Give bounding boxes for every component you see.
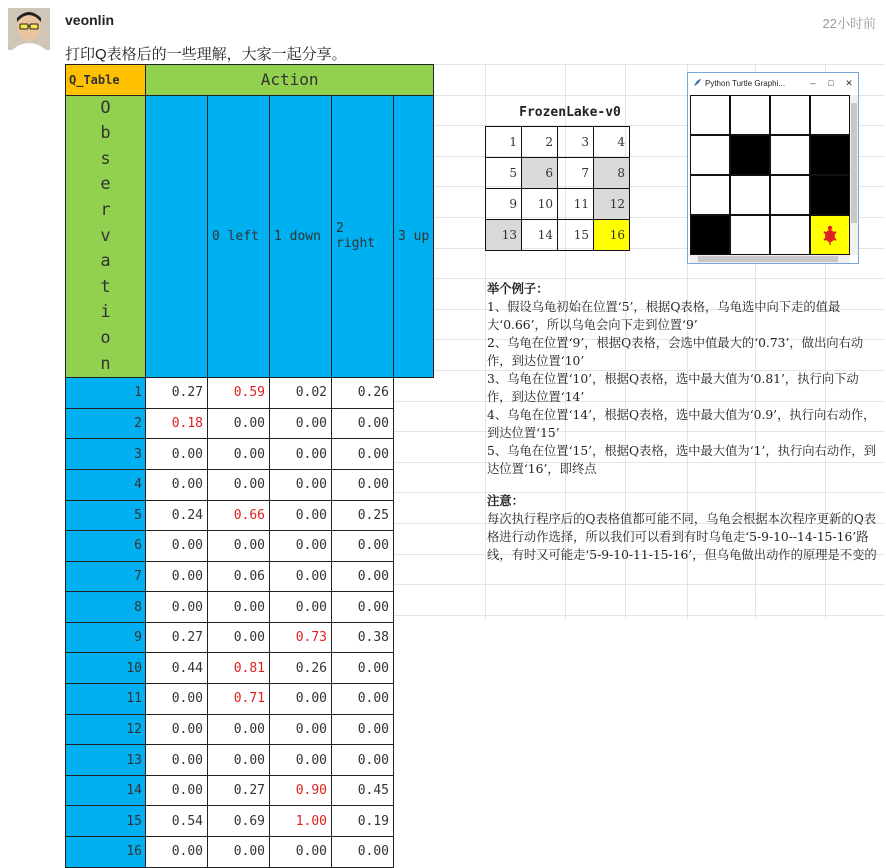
- col-header-up: 3 up: [394, 95, 434, 378]
- state-index: 1: [66, 378, 146, 409]
- q-value-cell: 0.27: [146, 622, 208, 653]
- q-value-cell: 0.00: [208, 408, 270, 439]
- minimize-button[interactable]: –: [810, 78, 816, 88]
- turtle-grid-cell: [810, 215, 850, 255]
- q-value-cell: 0.00: [208, 837, 270, 868]
- q-value-cell: 0.00: [332, 408, 394, 439]
- board-cell-frozen: 5: [486, 158, 522, 189]
- example-step: 3、乌龟在位置‘10’，根据Q表格，选中最大值为‘0.81’，执行向下动作，到达位置‘14’: [487, 372, 859, 404]
- q-table-row: [66, 806, 434, 837]
- state-index: 7: [66, 561, 146, 592]
- board-cell-frozen: 4: [594, 127, 630, 158]
- turtle-icon: [811, 216, 849, 254]
- q-table-row: [66, 714, 434, 745]
- turtle-grid-cell: [690, 95, 730, 135]
- q-value-cell: 0.00: [332, 684, 394, 715]
- q-value-cell: 0.00: [270, 745, 332, 776]
- turtle-grid-cell: [690, 215, 730, 255]
- turtle-grid-cell: [730, 175, 770, 215]
- board-row: [486, 220, 630, 251]
- board-row: [486, 158, 630, 189]
- state-index: 15: [66, 806, 146, 837]
- q-value-cell: 0.02: [270, 378, 332, 409]
- board-cell-frozen: 14: [522, 220, 558, 251]
- observation-letter: i: [100, 302, 111, 323]
- example-list: [487, 298, 879, 478]
- turtle-grid-cell: [690, 135, 730, 175]
- board-cell-hole: 8: [594, 158, 630, 189]
- q-value-cell: 0.00: [208, 469, 270, 500]
- board-cell-hole: 13: [486, 220, 522, 251]
- q-table-row: [66, 837, 434, 868]
- q-value-cell: 0.26: [332, 378, 394, 409]
- observation-letter: b: [100, 123, 111, 144]
- observation-letter: v: [100, 225, 111, 246]
- q-value-cell: 0.00: [146, 684, 208, 715]
- state-index: 9: [66, 622, 146, 653]
- board-cell-hole: 12: [594, 189, 630, 220]
- board-row: [486, 189, 630, 220]
- example-heading: 举个例子：: [487, 281, 549, 296]
- observation-letter: o: [100, 327, 111, 348]
- board-cell-frozen: 1: [486, 127, 522, 158]
- frozenlake-board: [485, 126, 630, 251]
- board-cell-frozen: 3: [558, 127, 594, 158]
- q-value-cell: 0.00: [270, 684, 332, 715]
- board-cell-frozen: 11: [558, 189, 594, 220]
- turtle-grid-cell: [770, 215, 810, 255]
- q-value-cell: 0.00: [146, 531, 208, 562]
- q-value-cell: 0.00: [332, 653, 394, 684]
- q-value-cell: 0.66: [208, 500, 270, 531]
- q-table: [65, 64, 434, 868]
- close-button[interactable]: ✕: [845, 77, 853, 88]
- board-cell-frozen: 9: [486, 189, 522, 220]
- turtle-grid-cell: [770, 95, 810, 135]
- turtle-window[interactable]: [687, 72, 859, 264]
- username[interactable]: veonlin: [65, 12, 115, 28]
- observation-letter: O: [100, 97, 111, 118]
- q-table-label: Q_Table: [66, 65, 146, 96]
- observation-letter: t: [100, 276, 111, 297]
- q-value-cell: 0.00: [332, 561, 394, 592]
- q-table-row: [66, 775, 434, 806]
- q-value-cell: 0.00: [208, 714, 270, 745]
- state-index: 11: [66, 684, 146, 715]
- q-value-cell: 0.00: [332, 714, 394, 745]
- state-index: 16: [66, 837, 146, 868]
- q-value-cell: 0.25: [332, 500, 394, 531]
- spreadsheet-image: [65, 64, 885, 860]
- index-corner: [146, 95, 208, 378]
- observation-letters: [70, 96, 141, 378]
- q-value-cell: 0.27: [208, 775, 270, 806]
- q-value-cell: 0.00: [208, 622, 270, 653]
- state-index: 12: [66, 714, 146, 745]
- note-text: 每次执行程序后的Q表格值都可能不同，乌龟会根据本次程序更新的Q表格进行动作选择，所以我们可以看到有时乌龟走‘5-9-10--14-15-16’路线，有时又可能走‘5-9-10-11-15-16’，但乌龟做出动作的原理是不变的: [487, 512, 877, 562]
- q-value-cell: 0.00: [208, 531, 270, 562]
- note-heading: 注意：: [487, 493, 524, 508]
- horizontal-scroll-thumb[interactable]: [698, 256, 838, 262]
- turtle-grid-cell: [810, 135, 850, 175]
- observation-letter: e: [100, 174, 111, 195]
- state-index: 8: [66, 592, 146, 623]
- q-value-cell: 0.38: [332, 622, 394, 653]
- frozenlake-title: FrozenLake-v0: [519, 105, 621, 120]
- turtle-grid-cell: [810, 175, 850, 215]
- state-index: 5: [66, 500, 146, 531]
- q-value-cell: 0.00: [332, 592, 394, 623]
- turtle-canvas: [690, 95, 850, 255]
- state-index: 10: [66, 653, 146, 684]
- q-value-cell: 0.24: [146, 500, 208, 531]
- observation-letter: a: [100, 251, 111, 272]
- avatar-image: [8, 8, 50, 50]
- observation-header: [66, 95, 146, 378]
- q-value-cell: 0.00: [332, 469, 394, 500]
- example-step: 2、乌龟在位置‘9’，根据Q表格，会选中值最大的‘0.73’，做出向右动作，到达位置‘10’: [487, 336, 864, 368]
- q-value-cell: 0.00: [146, 439, 208, 470]
- q-value-cell: 0.18: [146, 408, 208, 439]
- q-value-cell: 1.00: [270, 806, 332, 837]
- turtle-grid-cell: [730, 135, 770, 175]
- timestamp: 22小时前: [822, 16, 876, 31]
- turtle-grid-cell: [810, 95, 850, 135]
- board-cell-frozen: 7: [558, 158, 594, 189]
- q-table-row: [66, 653, 434, 684]
- q-value-cell: 0.00: [270, 439, 332, 470]
- q-value-cell: 0.81: [208, 653, 270, 684]
- col-header-right: 2 right: [332, 95, 394, 378]
- q-value-cell: 0.54: [146, 806, 208, 837]
- state-index: 6: [66, 531, 146, 562]
- vertical-scrollbar[interactable]: [850, 95, 858, 255]
- board-cell-hole: 6: [522, 158, 558, 189]
- q-value-cell: 0.00: [270, 531, 332, 562]
- avatar[interactable]: [8, 8, 50, 50]
- q-value-cell: 0.27: [146, 378, 208, 409]
- q-value-cell: 0.00: [146, 561, 208, 592]
- q-value-cell: 0.00: [270, 561, 332, 592]
- board-cell-frozen: 10: [522, 189, 558, 220]
- state-index: 4: [66, 469, 146, 500]
- q-value-cell: 0.00: [332, 439, 394, 470]
- q-table-row: [66, 378, 434, 409]
- python-feather-icon: [692, 78, 702, 88]
- q-value-cell: 0.00: [332, 531, 394, 562]
- q-value-cell: 0.06: [208, 561, 270, 592]
- q-value-cell: 0.00: [146, 745, 208, 776]
- q-value-cell: 0.00: [270, 592, 332, 623]
- explanation-notes: [487, 280, 879, 564]
- q-value-cell: 0.00: [270, 500, 332, 531]
- action-header: Action: [146, 65, 434, 96]
- board-cell-goal: 16: [594, 220, 630, 251]
- q-table-row: [66, 531, 434, 562]
- q-table-row: [66, 469, 434, 500]
- q-value-cell: 0.19: [332, 806, 394, 837]
- horizontal-scrollbar[interactable]: [690, 255, 850, 263]
- post-text: 打印Q表格后的一些理解，大家一起分享。: [65, 46, 347, 63]
- q-value-cell: 0.00: [270, 714, 332, 745]
- q-value-cell: 0.00: [270, 469, 332, 500]
- q-value-cell: 0.00: [332, 837, 394, 868]
- example-step: 5、乌龟在位置‘15’，根据Q表格，选中最大值为‘1’，执行向右动作，到达位置‘16’，即终点: [487, 444, 877, 476]
- q-value-cell: 0.00: [146, 775, 208, 806]
- board-row: [486, 127, 630, 158]
- state-index: 2: [66, 408, 146, 439]
- observation-letter: n: [100, 353, 111, 374]
- q-value-cell: 0.00: [208, 592, 270, 623]
- q-value-cell: 0.73: [270, 622, 332, 653]
- q-table-row: [66, 439, 434, 470]
- turtle-grid-cell: [730, 95, 770, 135]
- q-table-row: [66, 622, 434, 653]
- q-table-row: [66, 745, 434, 776]
- q-table-row: [66, 561, 434, 592]
- turtle-grid-cell: [730, 215, 770, 255]
- observation-letter: s: [100, 148, 111, 169]
- q-value-cell: 0.00: [270, 408, 332, 439]
- maximize-button[interactable]: □: [828, 78, 834, 88]
- col-header-left: 0 left: [208, 95, 270, 378]
- state-index: 3: [66, 439, 146, 470]
- turtle-grid-cell: [770, 175, 810, 215]
- example-step: 1、假设乌龟初始在位置‘5’，根据Q表格，乌龟选中向下走的值最大‘0.66’，所以乌龟会向下走到位置‘9’: [487, 300, 841, 332]
- q-value-cell: 0.71: [208, 684, 270, 715]
- turtle-window-title: Python Turtle Graphi...: [705, 78, 786, 88]
- example-step: 4、乌龟在位置‘14’，根据Q表格，选中最大值为‘0.9’，执行向右动作，到达位置‘15’: [487, 408, 876, 440]
- board-cell-frozen: 2: [522, 127, 558, 158]
- q-table-row: [66, 592, 434, 623]
- state-index: 13: [66, 745, 146, 776]
- col-header-down: 1 down: [270, 95, 332, 378]
- q-value-cell: 0.90: [270, 775, 332, 806]
- state-index: 14: [66, 775, 146, 806]
- q-value-cell: 0.00: [208, 745, 270, 776]
- q-value-cell: 0.26: [270, 653, 332, 684]
- q-table-row: [66, 500, 434, 531]
- vertical-scroll-thumb[interactable]: [851, 103, 857, 223]
- q-value-cell: 0.00: [146, 837, 208, 868]
- q-value-cell: 0.45: [332, 775, 394, 806]
- q-value-cell: 0.00: [146, 592, 208, 623]
- observation-letter: r: [100, 199, 111, 220]
- turtle-grid-cell: [770, 135, 810, 175]
- q-value-cell: 0.00: [332, 745, 394, 776]
- board-cell-frozen: 15: [558, 220, 594, 251]
- q-value-cell: 0.00: [208, 439, 270, 470]
- q-table-row: [66, 408, 434, 439]
- q-table-row: [66, 684, 434, 715]
- q-value-cell: 0.69: [208, 806, 270, 837]
- q-value-cell: 0.00: [146, 714, 208, 745]
- turtle-window-titlebar[interactable]: [688, 73, 858, 93]
- q-value-cell: 0.59: [208, 378, 270, 409]
- q-value-cell: 0.00: [270, 837, 332, 868]
- q-value-cell: 0.44: [146, 653, 208, 684]
- turtle-grid-cell: [690, 175, 730, 215]
- q-value-cell: 0.00: [146, 469, 208, 500]
